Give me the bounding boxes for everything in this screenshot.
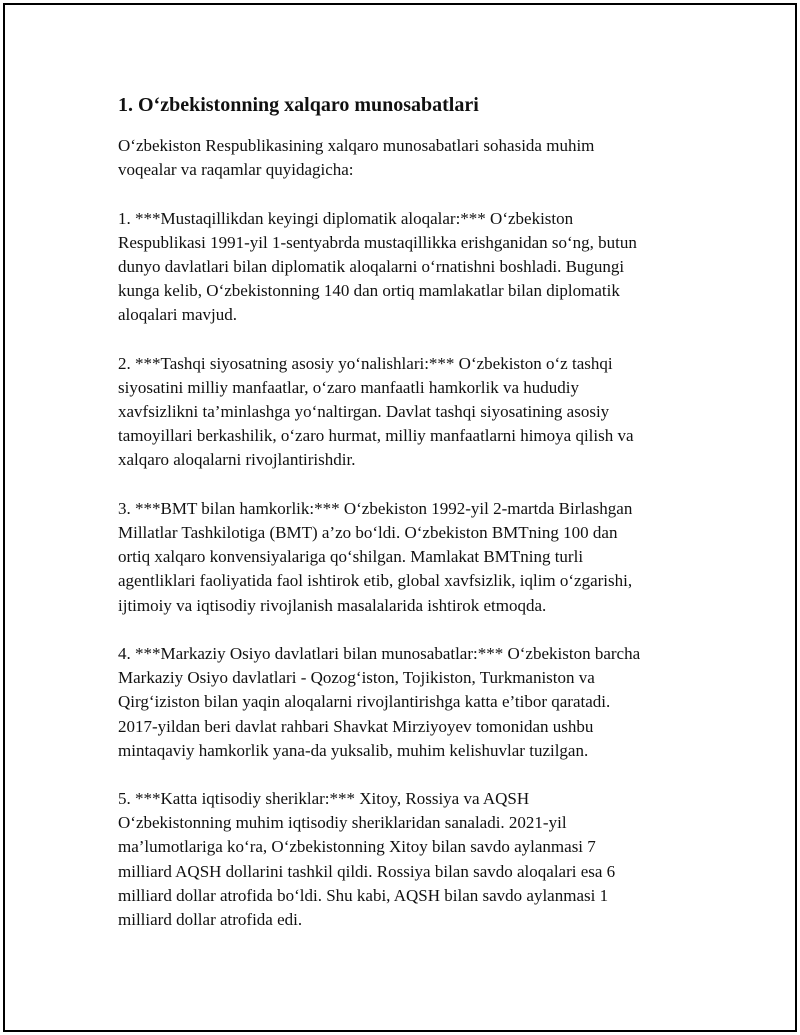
text-line: voqealar va raqamlar quyidagicha: bbox=[118, 160, 354, 180]
text-line: kunga kelib, O‘zbekistonning 140 dan ortiq mamlakatlar bilan diplomatik bbox=[118, 281, 620, 301]
text-line: O‘zbekiston Respublikasining xalqaro munosabatlari sohasida muhim bbox=[118, 136, 595, 155]
text-line: 2017-yildan beri davlat rahbari Shavkat Mirziyoyev tomonidan ushbu bbox=[118, 716, 594, 736]
paragraph-intro bbox=[118, 134, 640, 182]
text-line: dunyo davlatlari bilan diplomatik aloqalarni o‘rnatishni boshladi. Bugungi bbox=[118, 256, 625, 276]
paragraph-un-cooperation bbox=[118, 497, 640, 618]
text-line: siyosatini milliy manfaatlar, o‘zaro manfaatli hamkorlik va hududiy bbox=[118, 377, 580, 397]
text-line: Millatlar Tashkilotiga (BMT) a’zo bo‘ldi. O‘zbekiston BMTning 100 dan bbox=[118, 523, 618, 542]
text-line: ortiq xalqaro konvensiyalariga qo‘shilgan. Mamlakat BMTning turli bbox=[118, 547, 584, 567]
text-line: 2. ***Tashqi siyosatning asosiy yo‘nalishlari:*** O‘zbekiston o‘z tashqi bbox=[118, 353, 613, 373]
text-line: ma’lumotlariga ko‘ra, O‘zbekistonning Xitoy bilan savdo aylanmasi 7 bbox=[118, 837, 596, 857]
text-line: ijtimoiy va iqtisodiy rivojlanish masalalarida ishtirok etmoqda. bbox=[118, 595, 547, 615]
text-line: tamoyillari berkashilik, o‘zaro hurmat, milliy manfaatlarni himoya qilish va bbox=[118, 426, 634, 446]
text-line: milliard dollar atrofida edi. bbox=[118, 910, 303, 929]
paragraph-diplomatic-relations bbox=[118, 207, 640, 328]
text-line: 5. ***Katta iqtisodiy sheriklar:*** Xitoy, Rossiya va AQSH bbox=[118, 789, 530, 809]
document-body bbox=[118, 134, 640, 932]
text-line: agentliklari faoliyatida faol ishtirok etib, global xavfsizlik, iqlim o‘zgarishi, bbox=[118, 571, 633, 591]
text-line: Respublikasi 1991-yil 1-sentyabrda mustaqillikka erishganidan so‘ng, butun bbox=[118, 232, 637, 252]
paragraph-economic-partners bbox=[118, 787, 640, 932]
text-line: 4. ***Markaziy Osiyo davlatlari bilan munosabatlar:*** O‘zbekiston barcha bbox=[118, 643, 641, 663]
text-line: Markaziy Osiyo davlatlari - Qozog‘iston, Tojikiston, Turkmaniston va bbox=[118, 668, 595, 688]
text-line: xalqaro aloqalarni rivojlantirishdir. bbox=[118, 450, 356, 470]
document-heading: 1. O‘zbekistonning xalqaro munosabatlari bbox=[118, 94, 479, 116]
paragraph-central-asia bbox=[118, 642, 640, 763]
paragraph-foreign-policy bbox=[118, 352, 640, 473]
text-line: mintaqaviy hamkorlik yana-da yuksalib, muhim kelishuvlar tuzilgan. bbox=[118, 740, 589, 760]
text-line: Qirg‘iziston bilan yaqin aloqalarni rivojlantirishga katta e’tibor qaratadi. bbox=[118, 692, 611, 712]
text-line: milliard AQSH dollarini tashkil qildi. Rossiya bilan savdo aloqalari esa 6 bbox=[118, 861, 616, 881]
text-line: aloqalari mavjud. bbox=[118, 305, 237, 325]
text-line: xavfsizlikni ta’minlashga yo‘naltirgan. Davlat tashqi siyosatining asosiy bbox=[118, 402, 610, 422]
text-line: milliard dollar atrofida bo‘ldi. Shu kabi, AQSH bilan savdo aylanmasi 1 bbox=[118, 885, 609, 905]
text-line: 3. ***BMT bilan hamkorlik:*** O‘zbekiston 1992-yil 2-martda Birlashgan bbox=[118, 498, 633, 518]
text-line: O‘zbekistonning muhim iqtisodiy sheriklaridan sanaladi. 2021-yil bbox=[118, 813, 567, 833]
text-line: 1. ***Mustaqillikdan keyingi diplomatik aloqalar:*** O‘zbekiston bbox=[118, 208, 574, 228]
